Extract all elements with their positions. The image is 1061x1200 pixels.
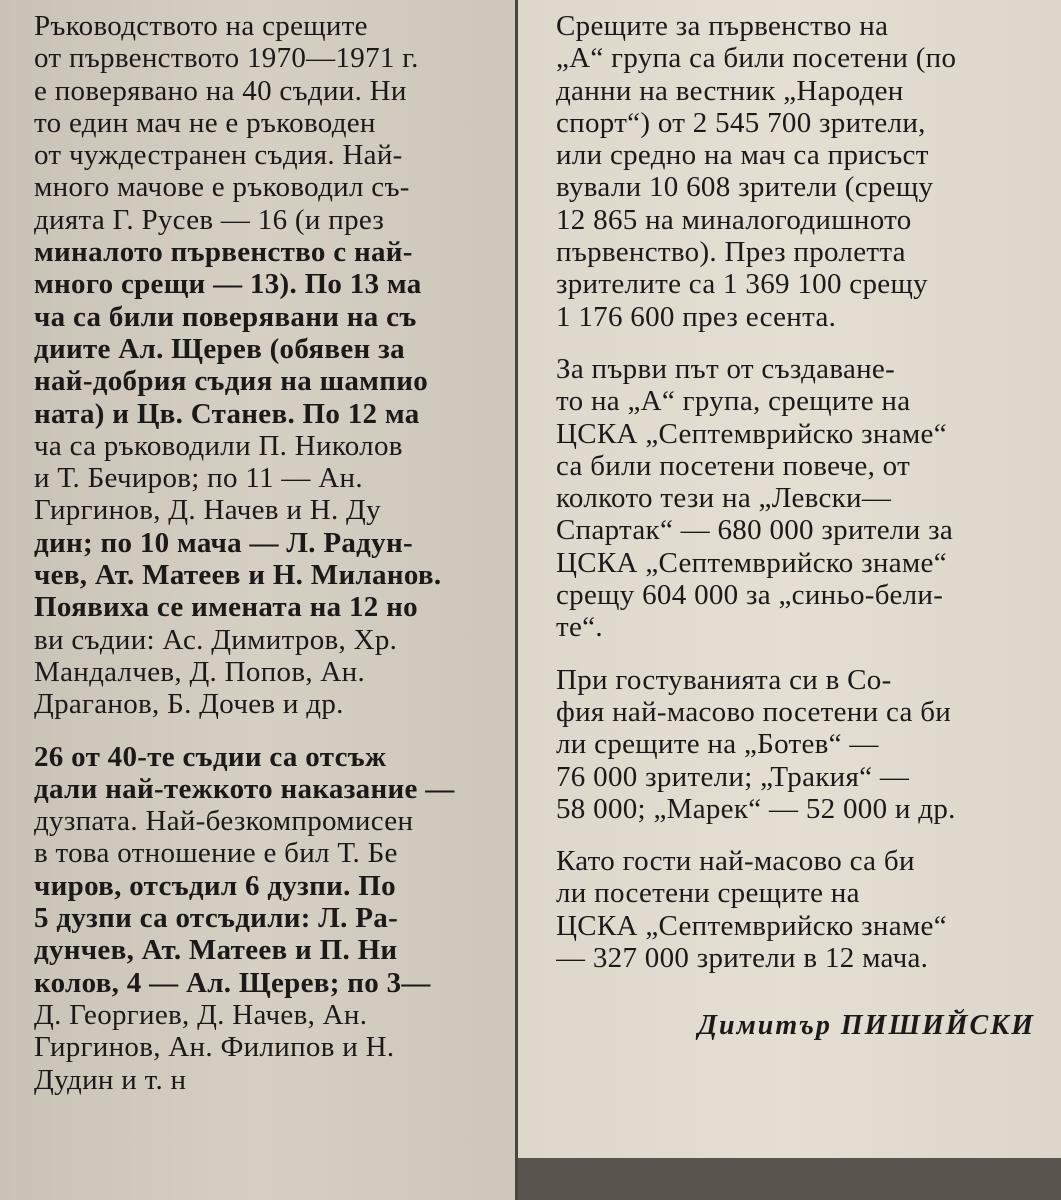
text-line: Д. Георгиев, Д. Начев, Ан.: [34, 998, 368, 1031]
text-line: ли срещите на „Ботев“ —: [556, 728, 879, 761]
text-line: срещу 604 000 за „синьо-бели-: [556, 579, 944, 612]
text-line: ча са ръководили П. Николов: [34, 429, 403, 462]
text-line: колов, 4 — Ал. Щерев; по 3—: [34, 966, 431, 999]
text-line: дали най-тежкото наказание —: [34, 772, 455, 805]
right-column-paragraphs: [556, 10, 1035, 974]
text-line: Гиргинов, Ан. Филипов и Н.: [34, 1031, 395, 1064]
text-line: Дудин и т. н: [34, 1063, 187, 1096]
text-line: спорт“) от 2 545 700 зрители,: [556, 106, 926, 139]
text-line: Срещите за първенство на: [556, 10, 889, 42]
text-line: Като гости най-масово са би: [556, 845, 915, 878]
text-line: то един мач не е ръководен: [34, 106, 376, 139]
text-line: дин; по 10 мача — Л. Радун-: [34, 526, 413, 559]
text-line: в това отношение е бил Т. Бе: [34, 837, 398, 870]
text-line: „А“ група са били посетени (по: [556, 42, 957, 75]
text-line: чев, Ат. Матеев и Н. Миланов.: [34, 559, 442, 592]
text-line: и Т. Бечиров; по 11 — Ан.: [34, 462, 363, 495]
text-line: 1 176 600 през есента.: [556, 300, 837, 333]
text-line: от първенството 1970—1971 г.: [34, 42, 419, 75]
text-line: първенство). През пролетта: [556, 236, 906, 269]
paragraph: [556, 10, 1035, 333]
text-line: 58 000; „Марек“ — 52 000 и др.: [556, 792, 956, 825]
paragraph: [556, 353, 1035, 644]
text-line: Появиха се имената на 12 но: [34, 591, 418, 624]
text-line: За първи път от създаване-: [556, 352, 896, 385]
text-line: Драганов, Б. Дочев и др.: [34, 688, 344, 721]
left-column: [0, 0, 515, 1200]
text-line: ната) и Цв. Станев. По 12 ма: [34, 397, 420, 430]
text-line: диите Ал. Щерев (обявен за: [34, 332, 405, 365]
right-column: [518, 0, 1061, 1158]
text-line: много срещи — 13). По 13 ма: [34, 268, 422, 301]
text-line: чиров, отсъдил 6 дузпи. По: [34, 869, 396, 902]
text-line: много мачове е ръководил съ-: [34, 171, 410, 204]
author-signature: Димитър ПИШИЙСКИ: [697, 1010, 1035, 1042]
text-line: — 327 000 зрители в 12 мача.: [556, 942, 929, 975]
paragraph: [556, 845, 1035, 974]
text-line: ЦСКА „Септемврийско знаме“: [556, 909, 947, 942]
text-line: вували 10 608 зрители (срещу: [556, 171, 934, 204]
text-line: от чуждестранен съдия. Най-: [34, 139, 403, 172]
text-line: Ръководството на срещите: [34, 10, 368, 42]
scan-background: [518, 1158, 1061, 1200]
text-line: ча са били поверявани на съ: [34, 300, 417, 333]
text-line: колкото тези на „Левски—: [556, 482, 892, 515]
paragraph: [556, 664, 1035, 825]
text-line: 26 от 40-те съдии са отсъж: [34, 740, 387, 773]
text-line: дията Г. Русев — 16 (и през: [34, 203, 385, 236]
text-line: 5 дузпи са отсъдили: Л. Ра-: [34, 902, 399, 935]
text-line: ЦСКА „Септемврийско знаме“: [556, 546, 947, 579]
text-line: Мандалчев, Д. Попов, Ан.: [34, 655, 366, 688]
text-line: фия най-масово посетени са би: [556, 695, 952, 728]
text-line: 76 000 зрители; „Тракия“ —: [556, 760, 910, 793]
text-line: Спартак“ — 680 000 зрители за: [556, 514, 953, 547]
text-line: те“.: [556, 611, 603, 644]
text-line: При гостуванията си в Со-: [556, 663, 892, 696]
text-line: ли посетени срещите на: [556, 877, 860, 910]
text-line: данни на вестник „Народен: [556, 74, 904, 107]
text-line: дунчев, Ат. Матеев и П. Ни: [34, 934, 398, 967]
text-line: то на „А“ група, срещите на: [556, 385, 911, 418]
text-line: са били посетени повече, от: [556, 449, 911, 482]
text-line: или средно на мач са присъст: [556, 139, 929, 172]
text-line: 12 865 на миналогодишното: [556, 203, 912, 236]
text-line: дузпата. Най-безкомпромисен: [34, 805, 414, 838]
text-line: зрителите са 1 369 100 срещу: [556, 268, 928, 301]
text-line: ви съдии: Ас. Димитров, Хр.: [34, 623, 398, 656]
text-line: Гиргинов, Д. Начев и Н. Ду: [34, 494, 381, 527]
paragraph: [34, 10, 495, 721]
text-line: ЦСКА „Септемврийско знаме“: [556, 417, 947, 450]
text-line: е поверявано на 40 съдии. Ни: [34, 74, 407, 107]
text-line: най-добрия съдия на шампио: [34, 365, 429, 398]
paragraph: [34, 741, 495, 1096]
text-line: миналото първенство с най-: [34, 236, 413, 269]
